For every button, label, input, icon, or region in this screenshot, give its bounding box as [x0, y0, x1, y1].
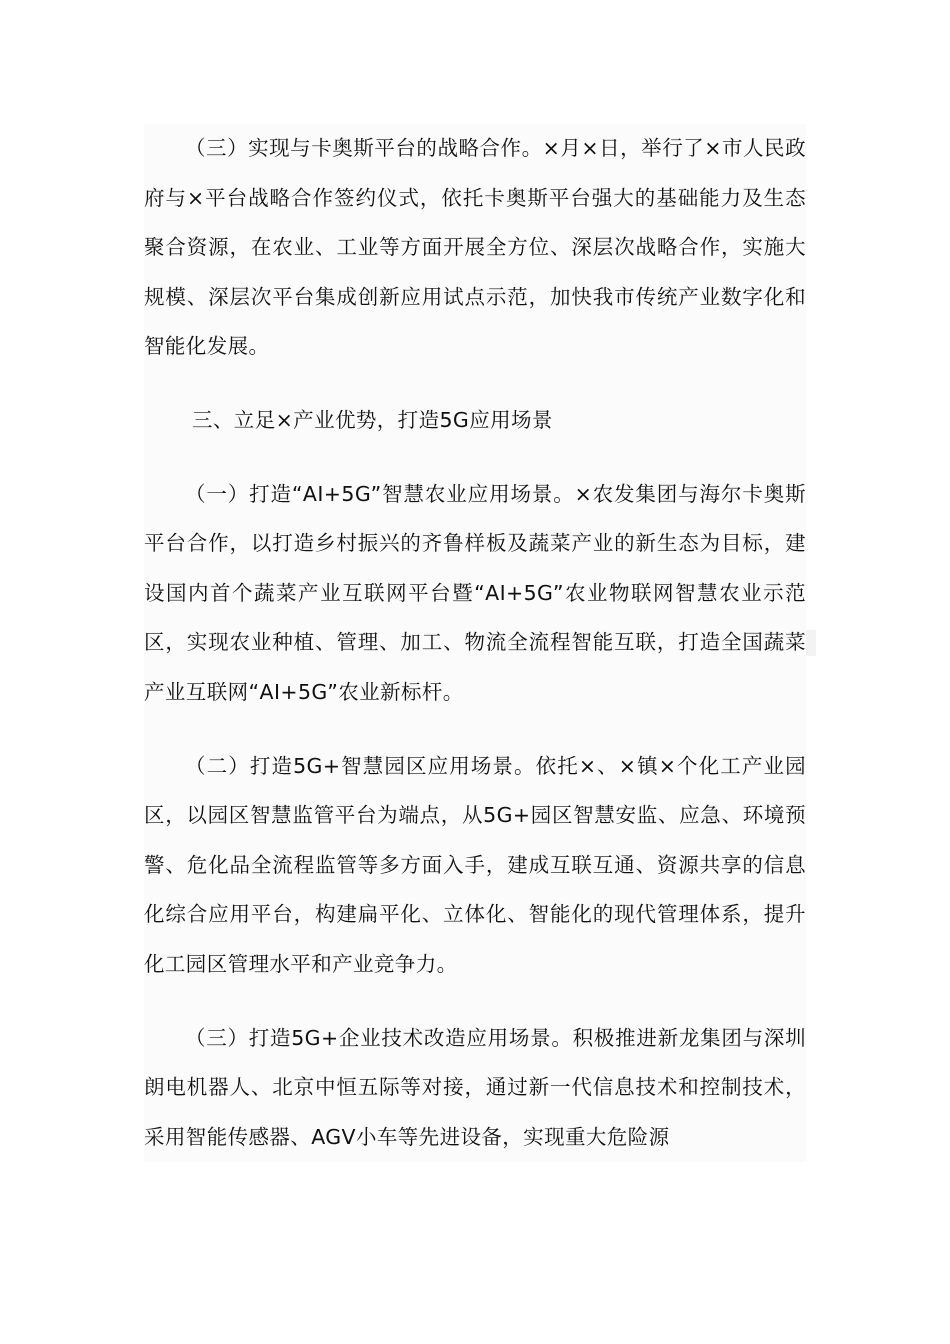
paragraph-smart-park: （二）打造5G+智慧园区应用场景。依托×、×镇×个化工产业园区，以园区智慧监管平台为端点，从5G+园区智慧安监、应急、环境预警、危化品全流程监管等多方面入手，建成互联互通、资源共享的信息化综合应用平台，构建扁平化、立体化、智能化的现代管理体系，提升化工园区管理水平和产业竞争力。 [144, 753, 806, 976]
paragraph-enterprise-tech: （三）打造5G+企业技术改造应用场景。积极推进新龙集团与深圳朗电机器人、北京中恒五际等对接，通过新一代信息技术和控制技术，采用智能传感器、AGV小车等先进设备，实现重大危险源 [144, 1025, 806, 1149]
paragraph-smart-agriculture: （一）打造“AI+5G”智慧农业应用场景。×农发集团与海尔卡奥斯平台合作，以打造乡村振兴的齐鲁样板及蔬菜产业的新生态为目标，建设国内首个蔬菜产业互联网平台暨“AI+5G”农业物联网智慧农业示范区，实现农业种植、管理、加工、物流全流程智能互联，打造全国蔬菜产业互联网“AI+5G”农业新标杆。 [144, 481, 806, 704]
margin-mark [806, 630, 816, 656]
paragraph-strategic-cooperation: （三）实现与卡奥斯平台的战略合作。×月×日，举行了×市人民政府与×平台战略合作签约仪式，依托卡奥斯平台强大的基础能力及生态聚合资源，在农业、工业等方面开展全方位、深层次战略合作，实施大规模、深层次平台集成创新应用试点示范，加快我市传统产业数字化和智能化发展。 [144, 136, 806, 359]
document-body [144, 124, 806, 1162]
section-heading-5g-scenarios: 三、立足×产业优势，打造5G应用场景 [192, 407, 553, 432]
